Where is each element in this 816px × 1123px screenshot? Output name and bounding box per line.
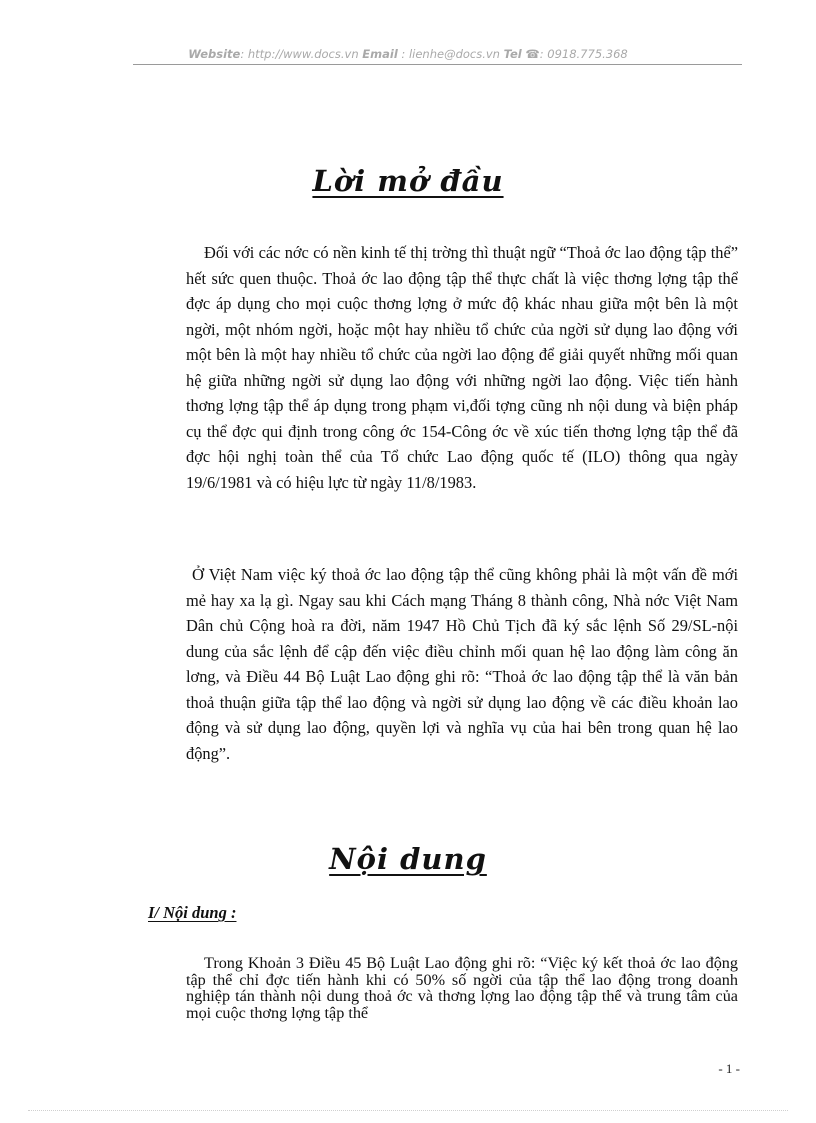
website-value: : http://www.docs.vn [240,47,359,61]
page-number: - 1 - [718,1061,740,1076]
email-value: : lienhe@docs.vn [401,47,500,61]
content-title [0,842,816,876]
footer-divider [28,1110,788,1111]
header-rule [133,64,742,65]
website-label: Website [188,47,241,61]
tel-label: Tel [503,47,522,61]
phone-icon: ☎ [525,47,540,61]
section-heading: I/ Nội dung : [148,903,237,922]
email-label: Email [362,47,398,61]
page-header [0,47,816,61]
content-title-text: Nội dung [329,842,487,876]
tel-value: : 0918.775.368 [539,47,628,61]
intro-paragraph-text: Đối với các nớc có nền kinh tế thị trờng thì thuật ngữ “Thoả ớc lao động tập thể” hết sức quen thuộc. Thoả ớc lao động tập thể thực chất là việc thơng lợng tập thể đợc áp dụng cho mọi cuộc thơng lợng ở mức độ khác nhau giữa một bên là một ngời, một nhóm ngời, hoặc một hay nhiều tổ chức của ngời sử dụng lao động với một bên là một hay nhiều tổ chức của ngời lao động để giải quyết những mối quan hệ giữa những ngời sử dụng lao động với những ngời lao động. Việc tiến hành thơng lợng tập thể áp dụng trong phạm vi,đối tợng cũng nh nội dung và biện pháp cụ thể đợc qui định trong công ớc 154-Công ớc về xúc tiến thơng lợng tập thể đã đợc hội nghị toàn thể của Tổ chức Lao động quốc tế (ILO) thông qua ngày 19/6/1981 và có hiệu lực từ ngày 11/8/1983. [186,243,738,492]
vietnam-paragraph-text: Ở Việt Nam việc ký thoả ớc lao động tập thể cũng không phải là một vấn đề mới mẻ hay xa lạ gì. Ngay sau khi Cách mạng Tháng 8 thành công, Nhà nớc Việt Nam Dân chủ Cộng hoà ra đời, năm 1947 Hồ Chủ Tịch đã ký sắc lệnh Số 29/SL-nội dung của sắc lệnh để cập đến việc điều chỉnh mối quan hệ lao động làm công ăn lơng, và Điều 44 Bộ Luật Lao động ghi rõ: “Thoả ớc lao động tập thể là văn bản thoả thuận giữa tập thể lao động và ngời sử dụng lao động về các điều khoản lao động và sử dụng lao động, quyền lợi và nghĩa vụ của hai bên trong quan hệ lao động”. [186,565,738,763]
intro-title-text: Lời mở đầu [312,164,504,198]
intro-title [0,164,816,198]
section-paragraph-text: Trong Khoản 3 Điều 45 Bộ Luật Lao động ghi rõ: “Việc ký kết thoả ớc lao động tập thể chỉ đợc tiến hành khi có 50% số ngời của tập thể lao động trong doanh nghiệp tán thành nội dung thoả ớc và thơng lợng lao động tập thể và trung tâm của mọi cuộc thơng lợng tập thể [186,954,738,1022]
intro-paragraph [186,240,738,495]
section-paragraph [186,955,738,1021]
vietnam-paragraph [186,562,738,766]
